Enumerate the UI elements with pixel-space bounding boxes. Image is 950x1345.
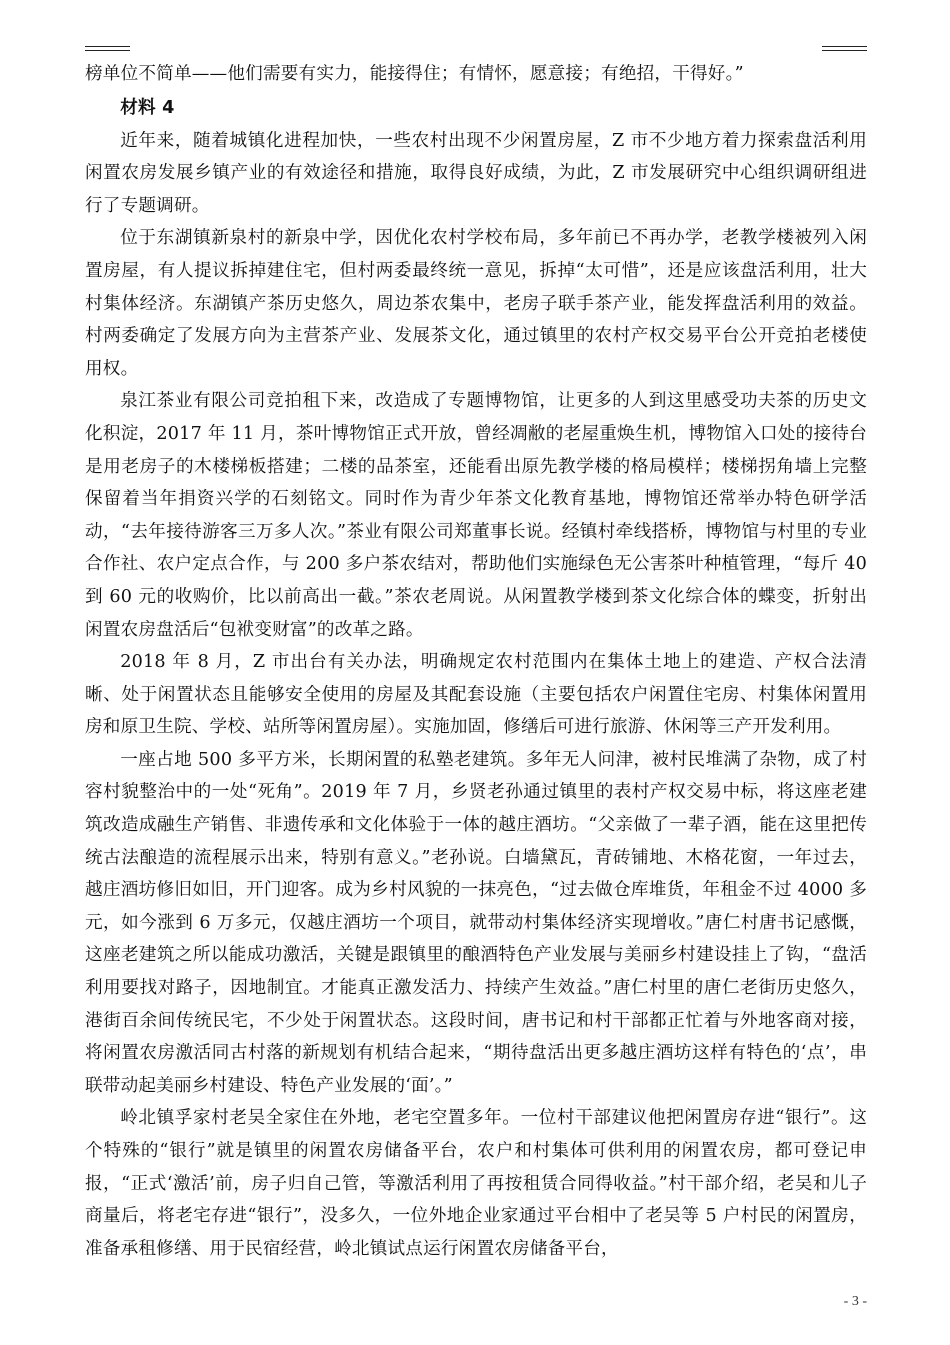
- paragraph-6: 岭北镇孚家村老吴全家住在外地，老宅空置多年。一位村干部建议他把闲置房存进“银行”。这个特殊的“银行”就是镇里的闲置农房储备平台，农户和村集体可供利用的闲置农房，都可登记申报，“正式‘激活’前，房子归自己管，等激活利用了再按租赁合同得收益。”村干部介绍，老吴和儿子商量后，将老宅存进“银行”，没多久，一位外地企业家通过平台相中了老吴等 5 户村民的闲置房，准备承租修缮、用于民宿经营，岭北镇试点运行闲置农房储备平台，: [85, 1108, 867, 1259]
- paragraph-1: 近年来，随着城镇化进程加快，一些农村出现不少闲置房屋，Z 市不少地方着力探索盘活利用闲置农房发展乡镇产业的有效途径和措施，取得良好成绩，为此，Z 市发展研究中心组织调研组进行了专题调研。: [85, 130, 867, 216]
- document-body: [85, 58, 867, 1265]
- header-rule-right: [822, 46, 867, 51]
- page-number: - 3 -: [843, 1294, 867, 1309]
- paragraph-4: 2018 年 8 月，Z 市出台有关办法，明确规定农村范围内在集体土地上的建造、产权合法清晰、处于闲置状态且能够安全使用的房屋及其配套设施（主要包括农户闲置住宅房、村集体闲置用房和原卫生院、学校、站所等闲置房屋）。实施加固，修缮后可进行旅游、休闲等三产开发利用。: [85, 652, 867, 738]
- paragraph-2: 位于东湖镇新泉村的新泉中学，因优化农村学校布局，多年前已不再办学，老教学楼被列入闲置房屋，有人提议拆掉建住宅，但村两委最终统一意见，拆掉“太可惜”，还是应该盘活利用，壮大村集体经济。东湖镇产茶历史悠久，周边茶农集中，老房子联手茶产业，能发挥盘活利用的效益。村两委确定了发展方向为主营茶产业、发展茶文化，通过镇里的农村产权交易平台公开竞拍老楼使用权。: [85, 228, 867, 379]
- header-rule-left: [85, 46, 130, 51]
- section-heading: 材料 4: [120, 97, 175, 118]
- opening-line: 榜单位不简单——他们需要有实力，能接得住；有情怀，愿意接；有绝招，干得好。”: [85, 64, 744, 84]
- paragraph-5: 一座占地 500 多平方米，长期闲置的私塾老建筑。多年无人问津，被村民堆满了杂物，成了村容村貌整治中的一处“死角”。2019 年 7 月，乡贤老孙通过镇里的表村产权交易中标，将这座老建筑改造成融生产销售、非遗传承和文化体验于一体的越庄酒坊。“父亲做了一辈子酒，能在这里把传统古法酿造的流程展示出来，特别有意义。”老孙说。白墙黛瓦，青砖铺地、木格花窗，一年过去，越庄酒坊修旧如旧，开门迎客。成为乡村风貌的一抹亮色，“过去做仓库堆货，年租金不过 4000 多元，如今涨到 6 万多元，仅越庄酒坊一个项目，就带动村集体经济实现增收。”唐仁村唐书记感慨，这座老建筑之所以能成功激活，关键是跟镇里的酿酒特色产业发展与美丽乡村建设挂上了钩，“盘活利用要找对路子，因地制宜。才能真正激发活力、持续产生效益。”唐仁村里的唐仁老街历史悠久，港街百余间传统民宅，不少处于闲置状态。这段时间，唐书记和村干部都正忙着与外地客商对接，将闲置农房激活同古村落的新规划有机结合起来，“期待盘活出更多越庄酒坊这样有特色的‘点’，串联带动起美丽乡村建设、特色产业发展的‘面’。”: [85, 749, 867, 1096]
- paragraph-3: 泉江茶业有限公司竞拍租下来，改造成了专题博物馆，让更多的人到这里感受功夫茶的历史文化积淀，2017 年 11 月，茶叶博物馆正式开放，曾经凋敝的老屋重焕生机，博物馆入口处的接待台是用老房子的木楼梯板搭建；二楼的品茶室，还能看出原先教学楼的格局模样；楼梯拐角墙上完整保留着当年捐资兴学的石刻铭文。同时作为青少年茶文化教育基地，博物馆还常举办特色研学活动，“去年接待游客三万多人次。”茶业有限公司郑董事长说。经镇村牵线搭桥，博物馆与村里的专业合作社、农户定点合作，与 200 多户茶农结对，帮助他们实施绿色无公害茶叶种植管理，“每斤 40 到 60 元的收购价，比以前高出一截。”茶农老周说。从闲置教学楼到茶文化综合体的蝶变，折射出闲置农房盘活后“包袱变财富”的改革之路。: [85, 391, 867, 640]
